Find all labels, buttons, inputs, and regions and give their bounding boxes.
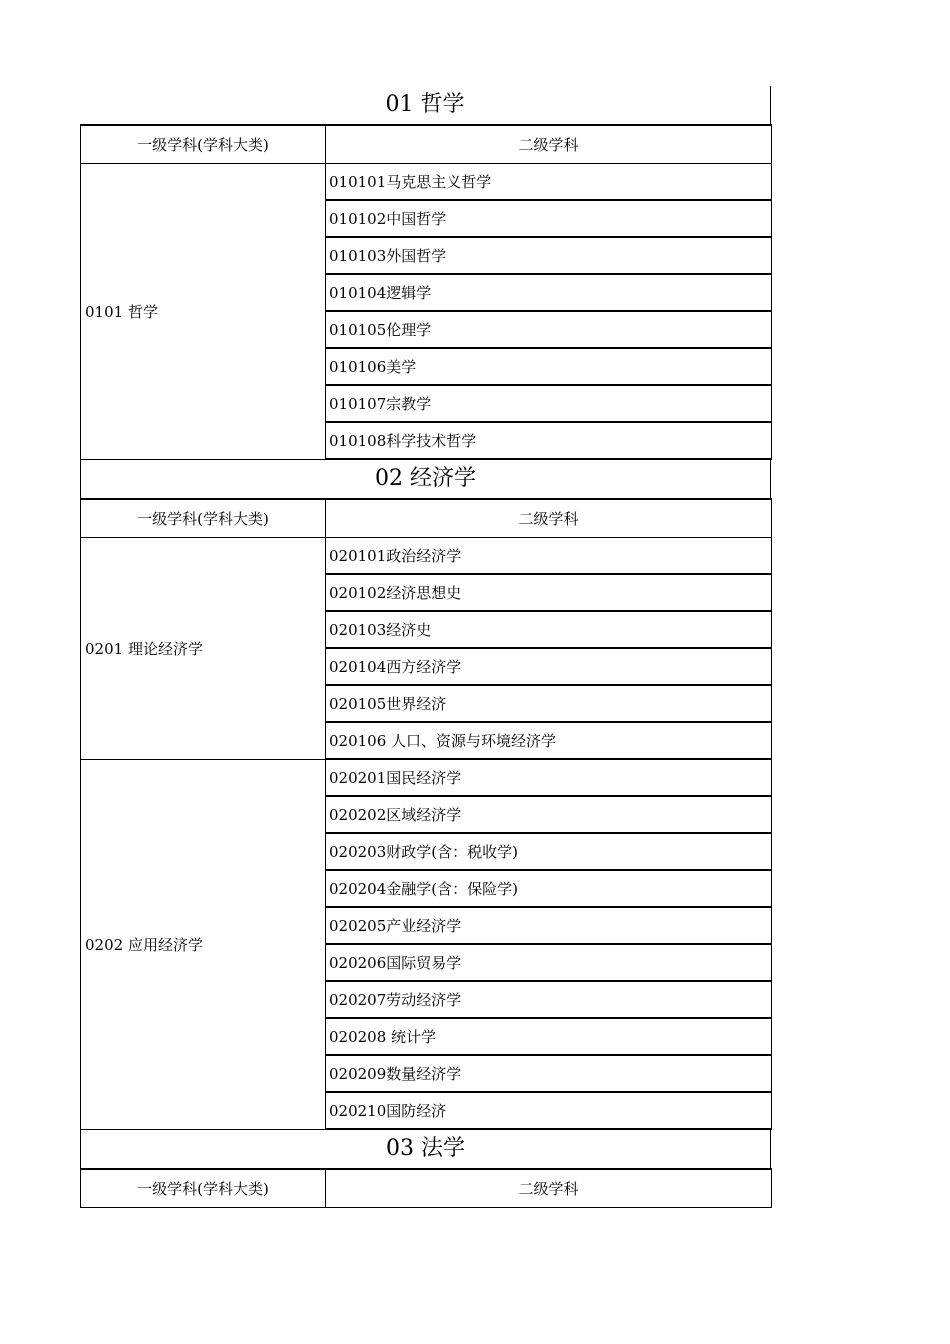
sub-discipline-cell: 020105世界经济 xyxy=(326,685,772,722)
sub-discipline-cell: 020207劳动经济学 xyxy=(326,981,772,1018)
discipline-sheet xyxy=(80,86,771,1208)
header-secondary-discipline: 二级学科 xyxy=(326,1169,772,1207)
sub-discipline-cell: 010101马克思主义哲学 xyxy=(326,163,772,200)
table-row xyxy=(81,163,772,200)
sub-discipline-cell: 020205产业经济学 xyxy=(326,907,772,944)
sub-discipline-cell: 020104西方经济学 xyxy=(326,648,772,685)
table-law xyxy=(80,1168,772,1208)
table-header-row xyxy=(81,1169,772,1207)
sub-discipline-cell: 020204金融学(含：保险学) xyxy=(326,870,772,907)
sub-discipline-cell: 020203财政学(含：税收学) xyxy=(326,833,772,870)
sub-discipline-cell: 010102中国哲学 xyxy=(326,200,772,237)
section-title-economics: 02 经济学 xyxy=(80,460,771,498)
table-row xyxy=(81,537,772,574)
sub-discipline-cell: 020201国民经济学 xyxy=(326,759,772,796)
section-title-law: 03 法学 xyxy=(80,1130,771,1168)
sub-discipline-cell: 020210国防经济 xyxy=(326,1092,772,1129)
sub-discipline-cell: 010104逻辑学 xyxy=(326,274,772,311)
sub-discipline-cell: 020209数量经济学 xyxy=(326,1055,772,1092)
sub-discipline-cell: 020208 统计学 xyxy=(326,1018,772,1055)
sub-discipline-cell: 020206国际贸易学 xyxy=(326,944,772,981)
sub-discipline-cell: 020101政治经济学 xyxy=(326,537,772,574)
sub-discipline-cell: 010108科学技术哲学 xyxy=(326,422,772,459)
sub-discipline-cell: 010107宗教学 xyxy=(326,385,772,422)
table-economics xyxy=(80,498,772,1130)
sub-discipline-cell: 010106美学 xyxy=(326,348,772,385)
header-primary-discipline: 一级学科(学科大类) xyxy=(81,1169,326,1207)
sub-discipline-cell: 010105伦理学 xyxy=(326,311,772,348)
sub-discipline-cell: 020103经济史 xyxy=(326,611,772,648)
major-discipline-cell: 0201 理论经济学 xyxy=(81,537,326,759)
sub-discipline-cell: 020202区域经济学 xyxy=(326,796,772,833)
sub-discipline-cell: 020102经济思想史 xyxy=(326,574,772,611)
sub-discipline-cell: 020106 人口、资源与环境经济学 xyxy=(326,722,772,759)
header-primary-discipline: 一级学科(学科大类) xyxy=(81,499,326,537)
sub-discipline-cell: 010103外国哲学 xyxy=(326,237,772,274)
header-secondary-discipline: 二级学科 xyxy=(326,499,772,537)
major-discipline-cell: 0202 应用经济学 xyxy=(81,759,326,1129)
major-discipline-cell: 0101 哲学 xyxy=(81,163,326,459)
table-row xyxy=(81,759,772,796)
table-header-row xyxy=(81,499,772,537)
header-secondary-discipline: 二级学科 xyxy=(326,125,772,163)
header-primary-discipline: 一级学科(学科大类) xyxy=(81,125,326,163)
table-philosophy xyxy=(80,124,772,460)
section-title-philosophy: 01 哲学 xyxy=(80,86,771,124)
table-header-row xyxy=(81,125,772,163)
